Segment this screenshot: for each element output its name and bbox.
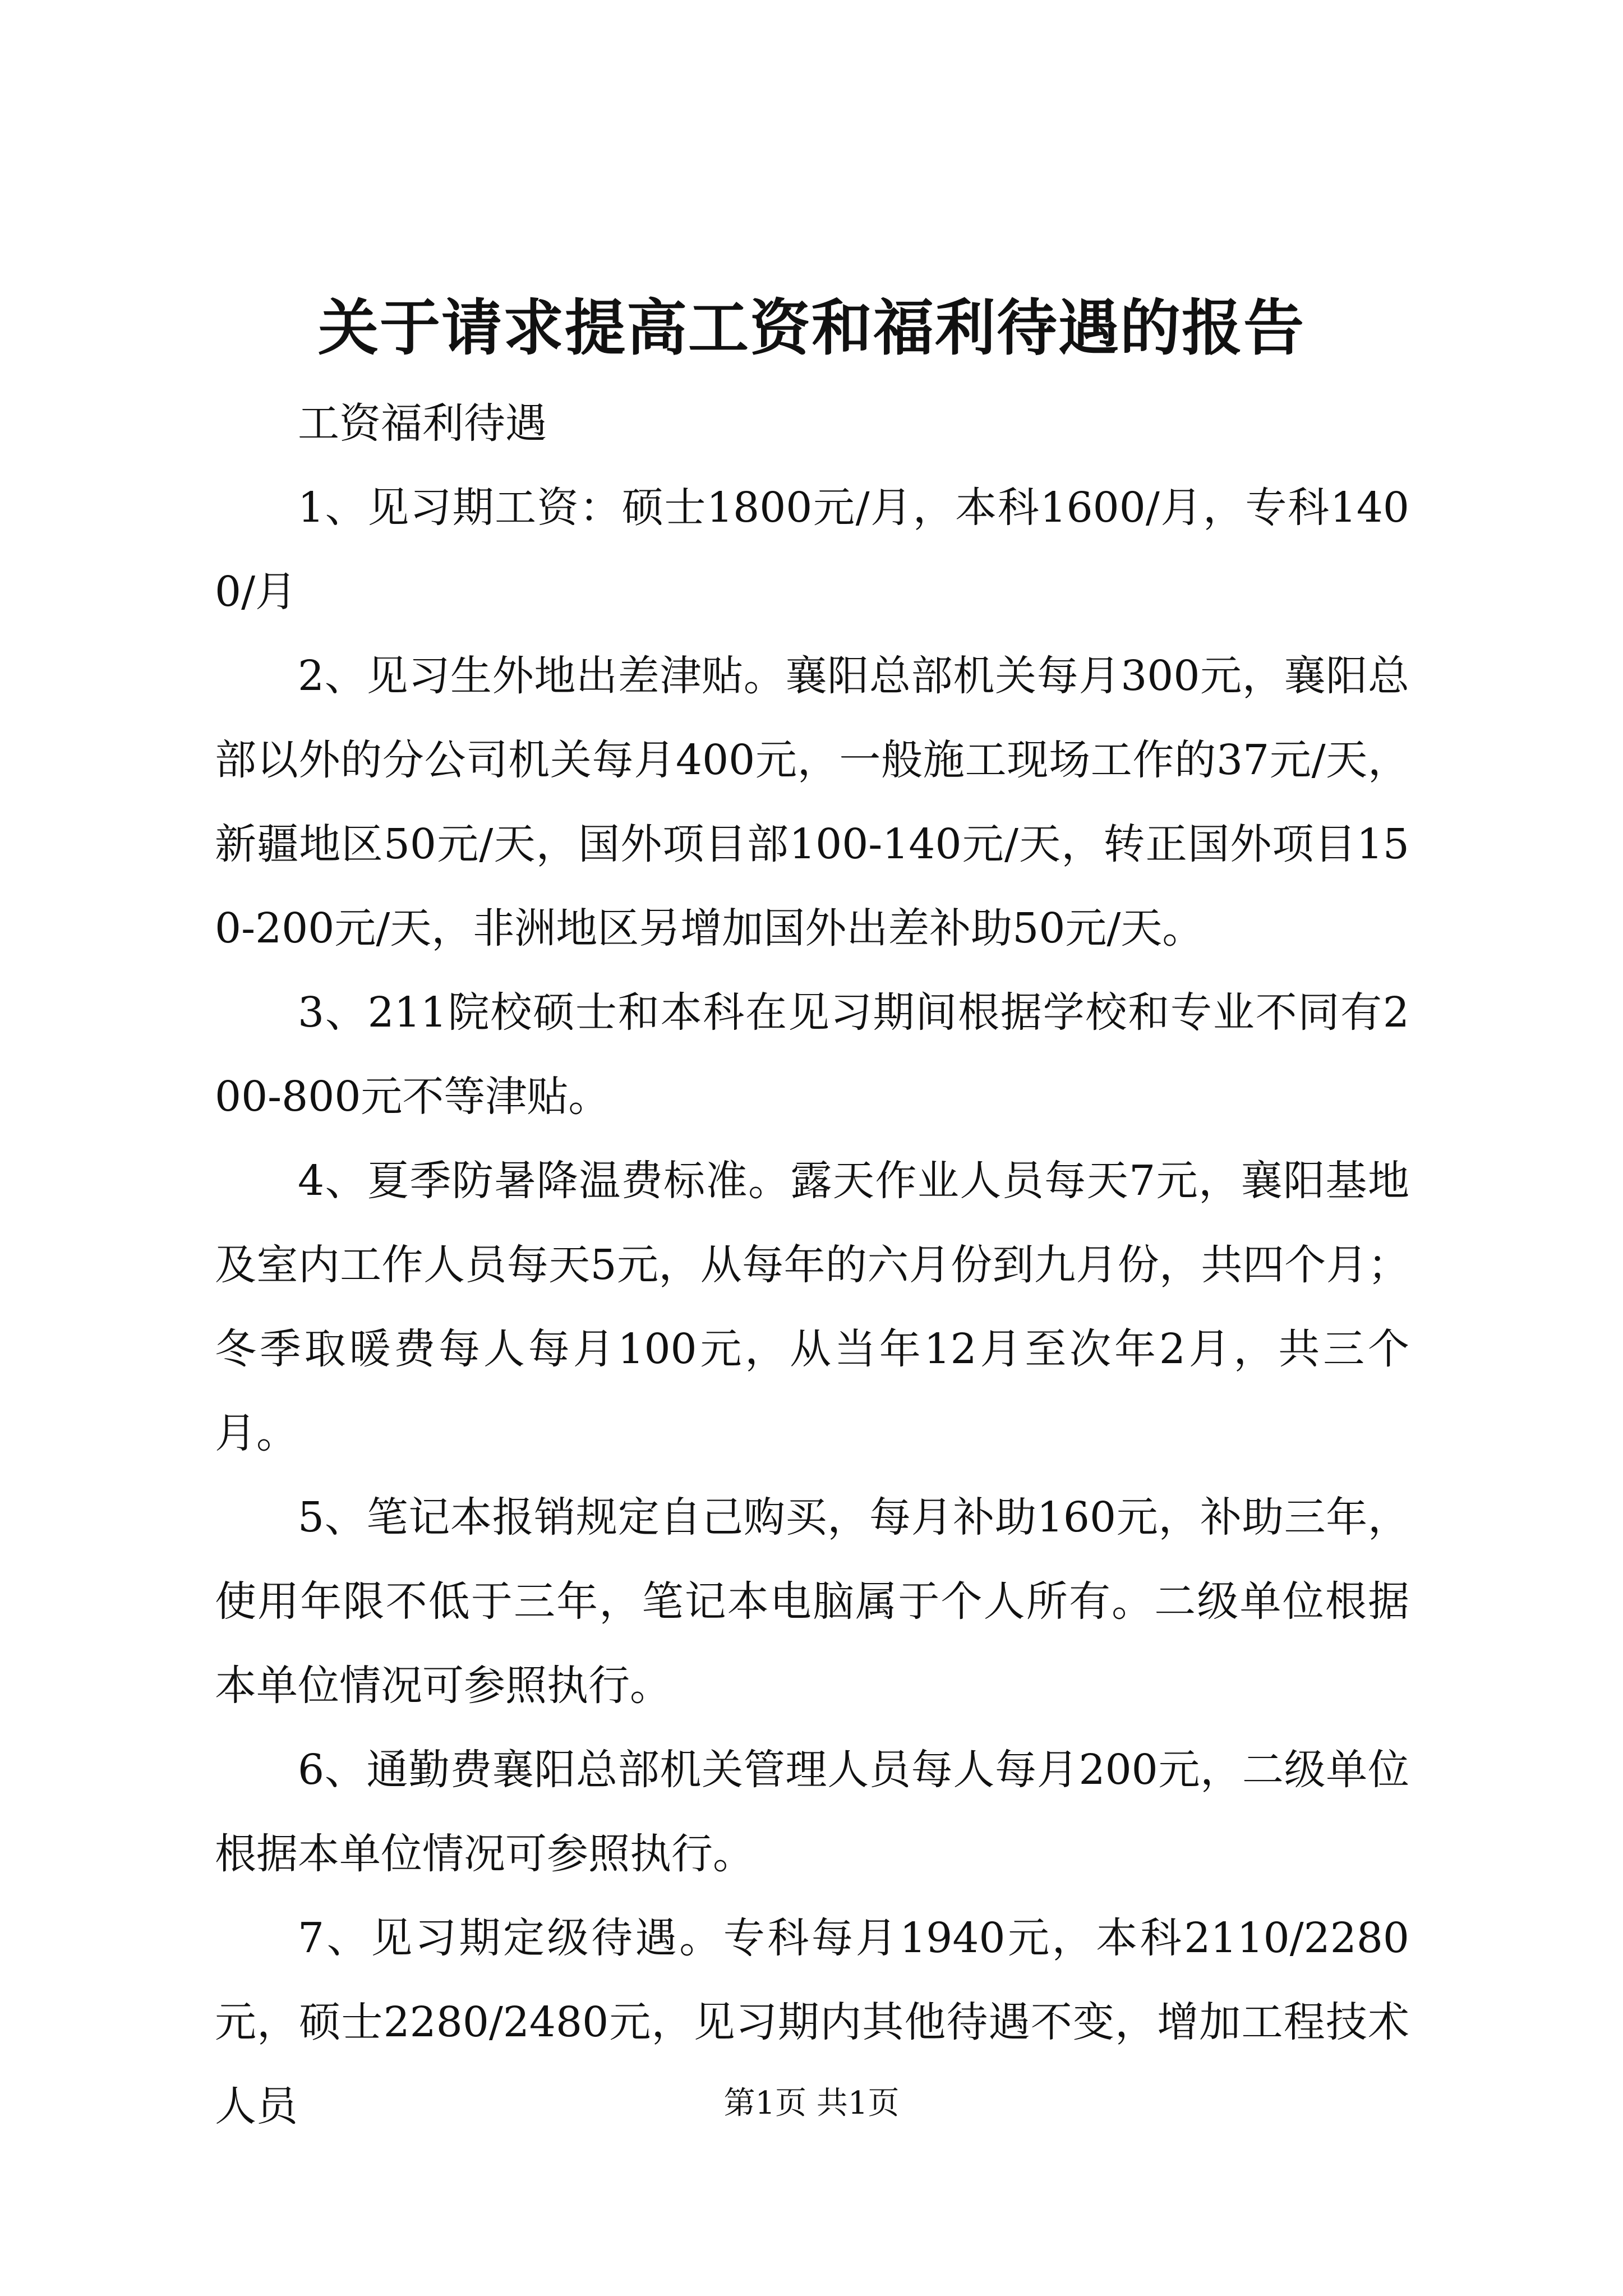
page-number-footer: 第1页 共1页 [723, 2085, 900, 2122]
paragraph-6: 6、通勤费襄阳总部机关管理人员每人每月200元，二级单位根据本单位情况可参照执行。 [215, 1746, 1409, 1878]
paragraph-1: 1、见习期工资：硕士1800元/月，本科1600/月，专科1400/月 [215, 484, 1409, 616]
paragraph-5: 5、笔记本报销规定自己购买，每月补助160元，补助三年，使用年限不低于三年，笔记本电脑属于个人所有。二级单位根据本单位情况可参照执行。 [215, 1493, 1409, 1710]
paragraph-4: 4、夏季防暑降温费标准。露天作业人员每天7元，襄阳基地及室内工作人员每天5元，从每年的六月份到九月份，共四个月；冬季取暖费每人每月100元，从当年12月至次年2月，共三个月。 [215, 1157, 1409, 1457]
document-body [215, 381, 1409, 2148]
paragraph-2: 2、见习生外地出差津贴。襄阳总部机关每月300元，襄阳总部以外的分公司机关每月400元，一般施工现场工作的37元/天，新疆地区50元/天，国外项目部100-140元/天，转正国外项目150-200元/天，非洲地区另增加国外出差补助50元/天。 [215, 652, 1409, 953]
section-heading: 工资福利待遇 [298, 399, 547, 448]
document-title: 关于请求提高工资和福利待遇的报告 [317, 293, 1305, 364]
paragraph-7: 7、见习期定级待遇。专科每月1940元，本科2110/2280元，硕士2280/2480元，见习期内其他待遇不变，增加工程技术人员 [215, 1914, 1409, 2131]
paragraph-3: 3、211院校硕士和本科在见习期间根据学校和专业不同有200-800元不等津贴。 [215, 988, 1409, 1121]
